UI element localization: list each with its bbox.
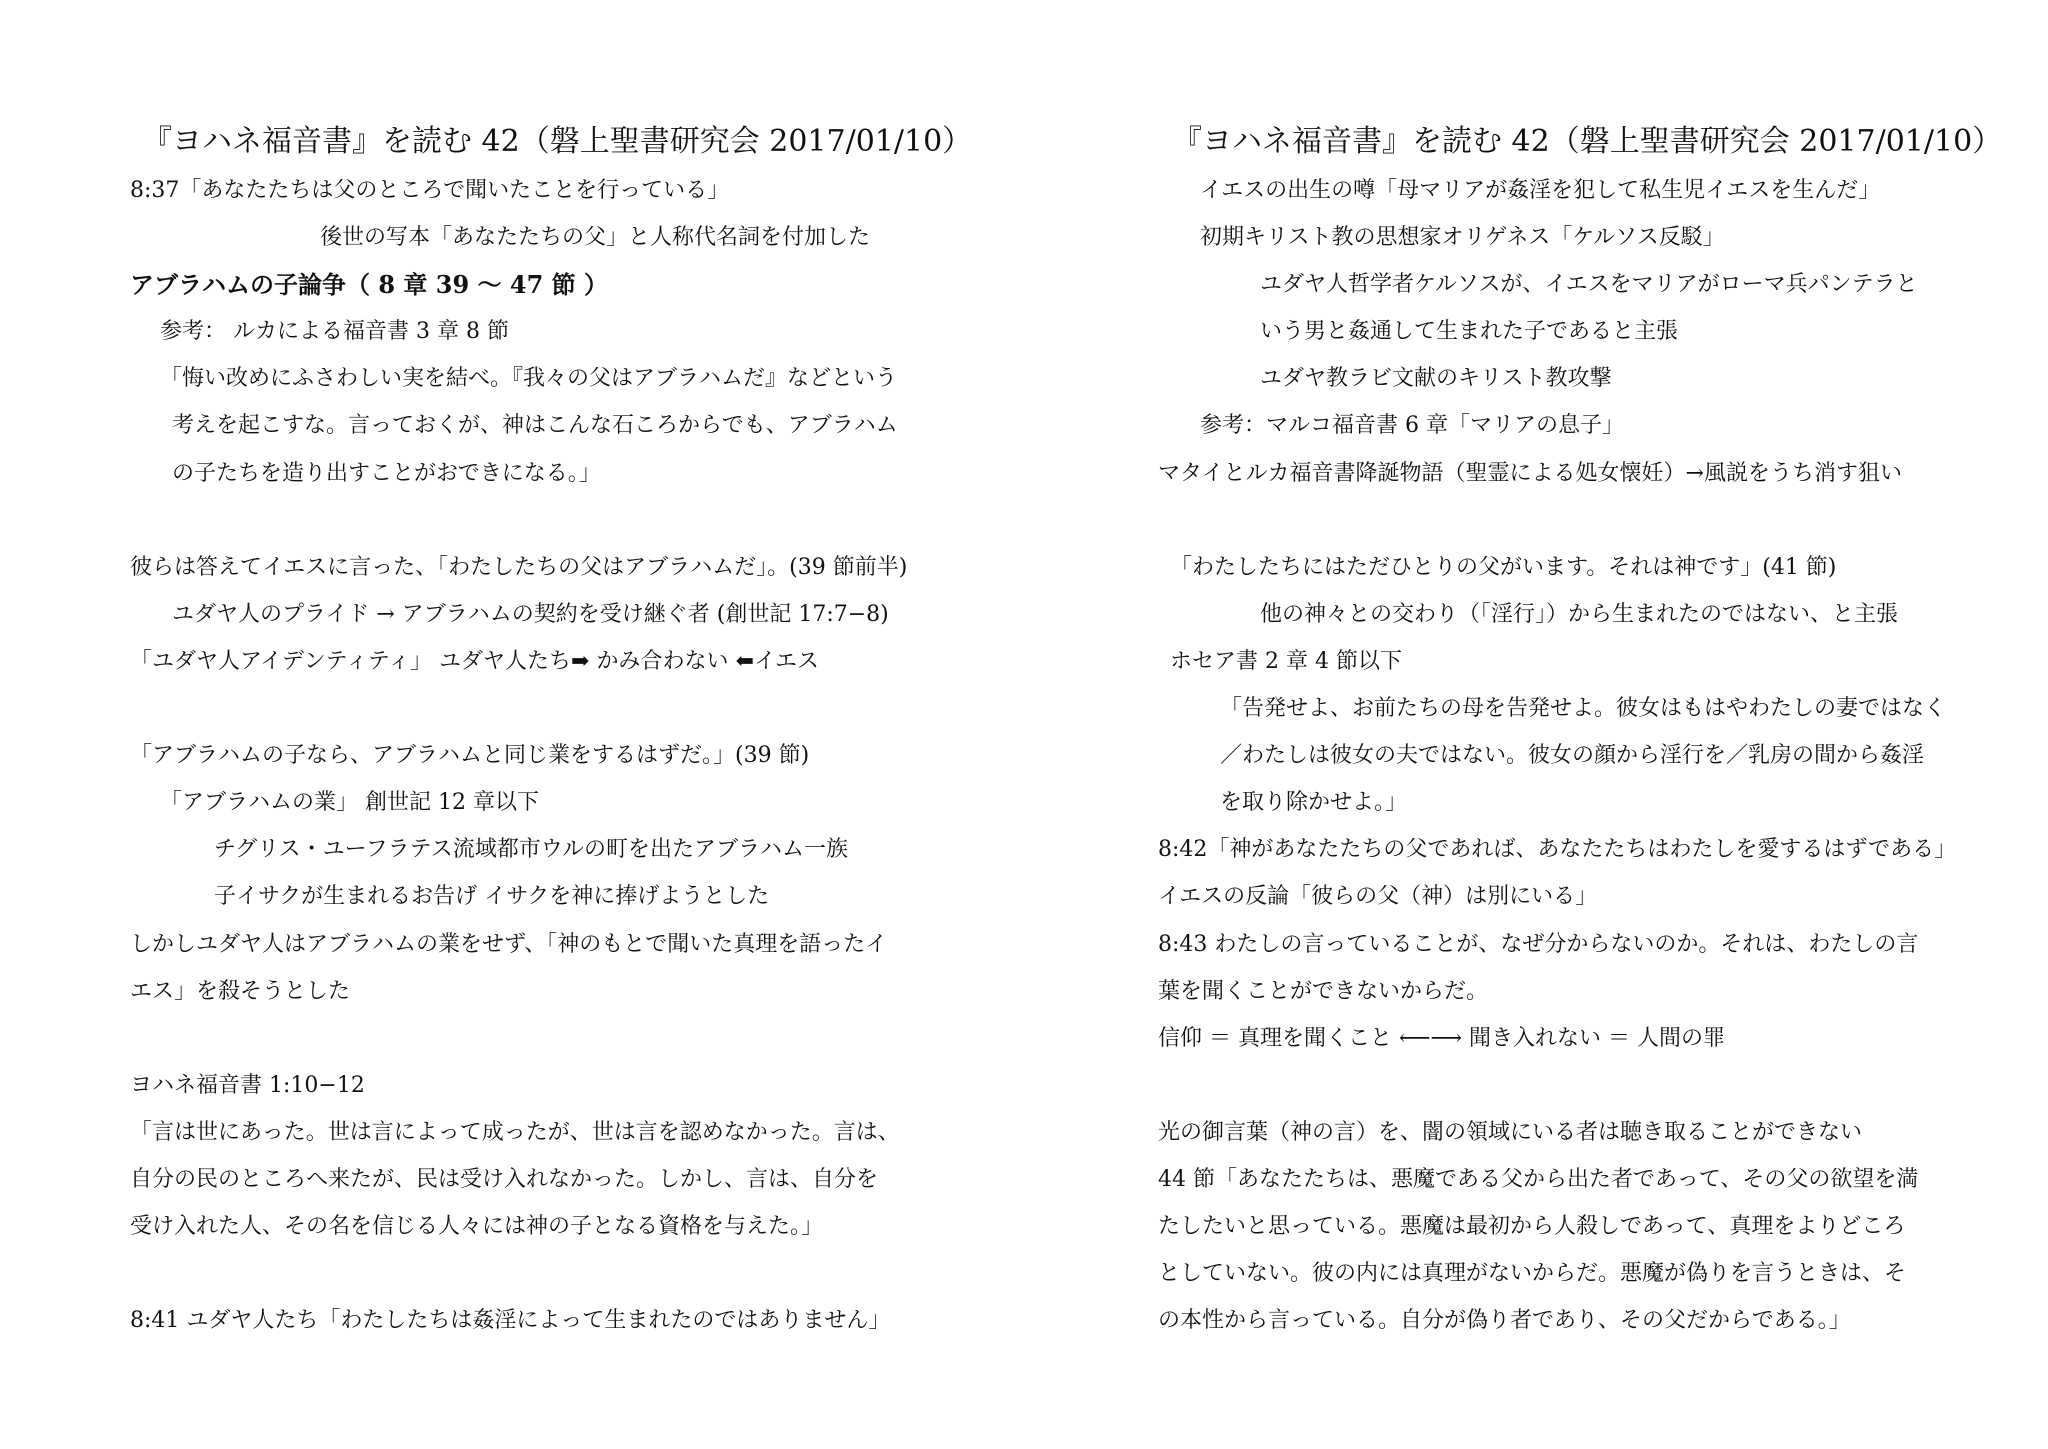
text-line: 光の御言葉（神の言）を、闇の領域にいる者は聴き取ることができない <box>1158 1119 1863 1145</box>
blank-line <box>1024 1062 2048 1109</box>
text-line: 44 節「あなたたちは、悪魔である父から出た者であって、その父の欲望を満 <box>1158 1166 1919 1192</box>
text-line: 後世の写本「あなたたちの父」と人称代名詞を付加した <box>320 225 871 251</box>
text-line: としていない。彼の内には真理がないからだ。悪魔が偽りを言うときは、そ <box>1158 1261 1907 1287</box>
text-line: 8:41 ユダヤ人たち「わたしたちは姦淫によって生まれたのではありません」 <box>130 1308 891 1334</box>
blank-line <box>0 1015 1024 1062</box>
text-line: 彼らは答えてイエスに言った、「わたしたちの父はアブラハムだ」。(39 節前半) <box>130 554 908 580</box>
text-line: ユダヤ人のプライド → アブラハムの契約を受け継ぐ者 (創世記 17:7−8) <box>172 601 889 627</box>
text-line: ユダヤ教ラビ文献のキリスト教攻撃 <box>1260 366 1612 392</box>
text-line: 葉を聞くことができないからだ。 <box>1158 978 1489 1004</box>
text-line: ユダヤ人哲学者ケルソスが、イエスをマリアがローマ兵パンテラと <box>1260 272 1918 298</box>
text-line: 「悔い改めにふさわしい実を結べ。『我々の父はアブラハムだ』などという <box>160 366 898 392</box>
text-line: 「告発せよ、お前たちの母を告発せよ。彼女はもはやわたしの妻ではなく <box>1220 696 1947 722</box>
text-line: ／わたしは彼女の夫ではない。彼女の顔から淫行を／乳房の間から姦淫 <box>1220 743 1925 769</box>
text-line: 初期キリスト教の思想家オリゲネス「ケルソス反駁」 <box>1200 225 1725 251</box>
text-line: 8:37「あなたたちは父のところで聞いたことを行っている」 <box>130 178 730 203</box>
text-line: 「わたしたちにはただひとりの父がいます。それは神です」(41 節) <box>1170 554 1837 580</box>
text-line: 参考： ルカによる福音書 3 章 8 節 <box>160 319 509 345</box>
text-line: しかしユダヤ人はアブラハムの業をせず、「神のもとで聞いた真理を語ったイ <box>130 931 888 957</box>
text-line: エス」を殺そうとした <box>130 978 351 1004</box>
text-line: ヨハネ福音書 1:10−12 <box>130 1072 365 1098</box>
text-line: いう男と姦通して生まれた子であると主張 <box>1260 319 1679 345</box>
text-line: の子たちを造り出すことがおできになる。」 <box>172 460 601 486</box>
text-line: 考えを起こすな。言っておくが、神はこんな石ころからでも、アブラハム <box>172 413 898 439</box>
blank-line <box>0 685 1024 732</box>
text-line: 「アブラハムの業」 創世記 12 章以下 <box>160 790 539 816</box>
text-line: 「アブラハムの子なら、アブラハムと同じ業をするはずだ。」(39 節) <box>130 743 810 769</box>
text-line: 参考：マルコ福音書 6 章「マリアの息子」 <box>1200 413 1624 439</box>
text-line: 「言は世にあった。世は言によって成ったが、世は言を認めなかった。言は、 <box>130 1119 900 1145</box>
text-line: 8:42「神があなたたちの父であれば、あなたたちはわたしを愛するはずである」 <box>1158 837 1957 863</box>
text-line: 他の神々との交わり（「淫行」）から生まれたのではない、と主張 <box>1260 601 1899 627</box>
blank-line <box>0 1250 1024 1297</box>
right-page-body <box>1024 167 2048 1344</box>
left-page-body <box>0 167 1024 1344</box>
text-line: 自分の民のところへ来たが、民は受け入れなかった。しかし、言は、自分を <box>130 1166 879 1192</box>
blank-line <box>0 497 1024 544</box>
text-line: イエスの出生の噂「母マリアが姦淫を犯して私生児イエスを生んだ」 <box>1200 178 1881 203</box>
left-page-title: 『ヨハネ福音書』を読む 42（磐上聖書研究会 2017/01/10） <box>142 124 973 159</box>
text-line: ホセア書 2 章 4 節以下 <box>1170 648 1402 674</box>
text-line: 子イサクが生まれるお告げ イサクを神に捧げようとした <box>214 884 770 910</box>
text-line: を取り除かせよ。」 <box>1220 790 1408 816</box>
text-line: たしたいと思っている。悪魔は最初から人殺しであって、真理をよりどころ <box>1158 1214 1906 1240</box>
text-line: 「ユダヤ人アイデンティティ」 ユダヤ人たち➡ かみ合わない ⬅イエス <box>130 648 820 674</box>
text-line: の本性から言っている。自分が偽り者であり、その父だからである。」 <box>1158 1308 1851 1334</box>
text-line: マタイとルカ福音書降誕物語（聖霊による処女懐妊）→風説をうち消す狙い <box>1158 460 1902 486</box>
text-line: チグリス・ユーフラテス流域都市ウルの町を出たアブラハム一族 <box>214 837 849 863</box>
right-page <box>1024 0 2048 1449</box>
blank-line <box>1024 497 2048 544</box>
text-line: 信仰 ＝ 真理を聞くこと ⟵⟶ 聞き入れない ＝ 人間の罪 <box>1158 1025 1726 1051</box>
text-line: 受け入れた人、その名を信じる人々には神の子となる資格を与えた。」 <box>130 1214 824 1240</box>
text-line: 8:43 わたしの言っていることが、なぜ分からないのか。それは、わたしの言 <box>1158 931 1919 957</box>
section-heading: アブラハムの子論争（ 8 章 39 ～ 47 節 ） <box>130 270 608 300</box>
right-page-title: 『ヨハネ福音書』を読む 42（磐上聖書研究会 2017/01/10） <box>1172 124 2003 159</box>
text-line: イエスの反論「彼らの父（神）は別にいる」 <box>1158 884 1598 910</box>
